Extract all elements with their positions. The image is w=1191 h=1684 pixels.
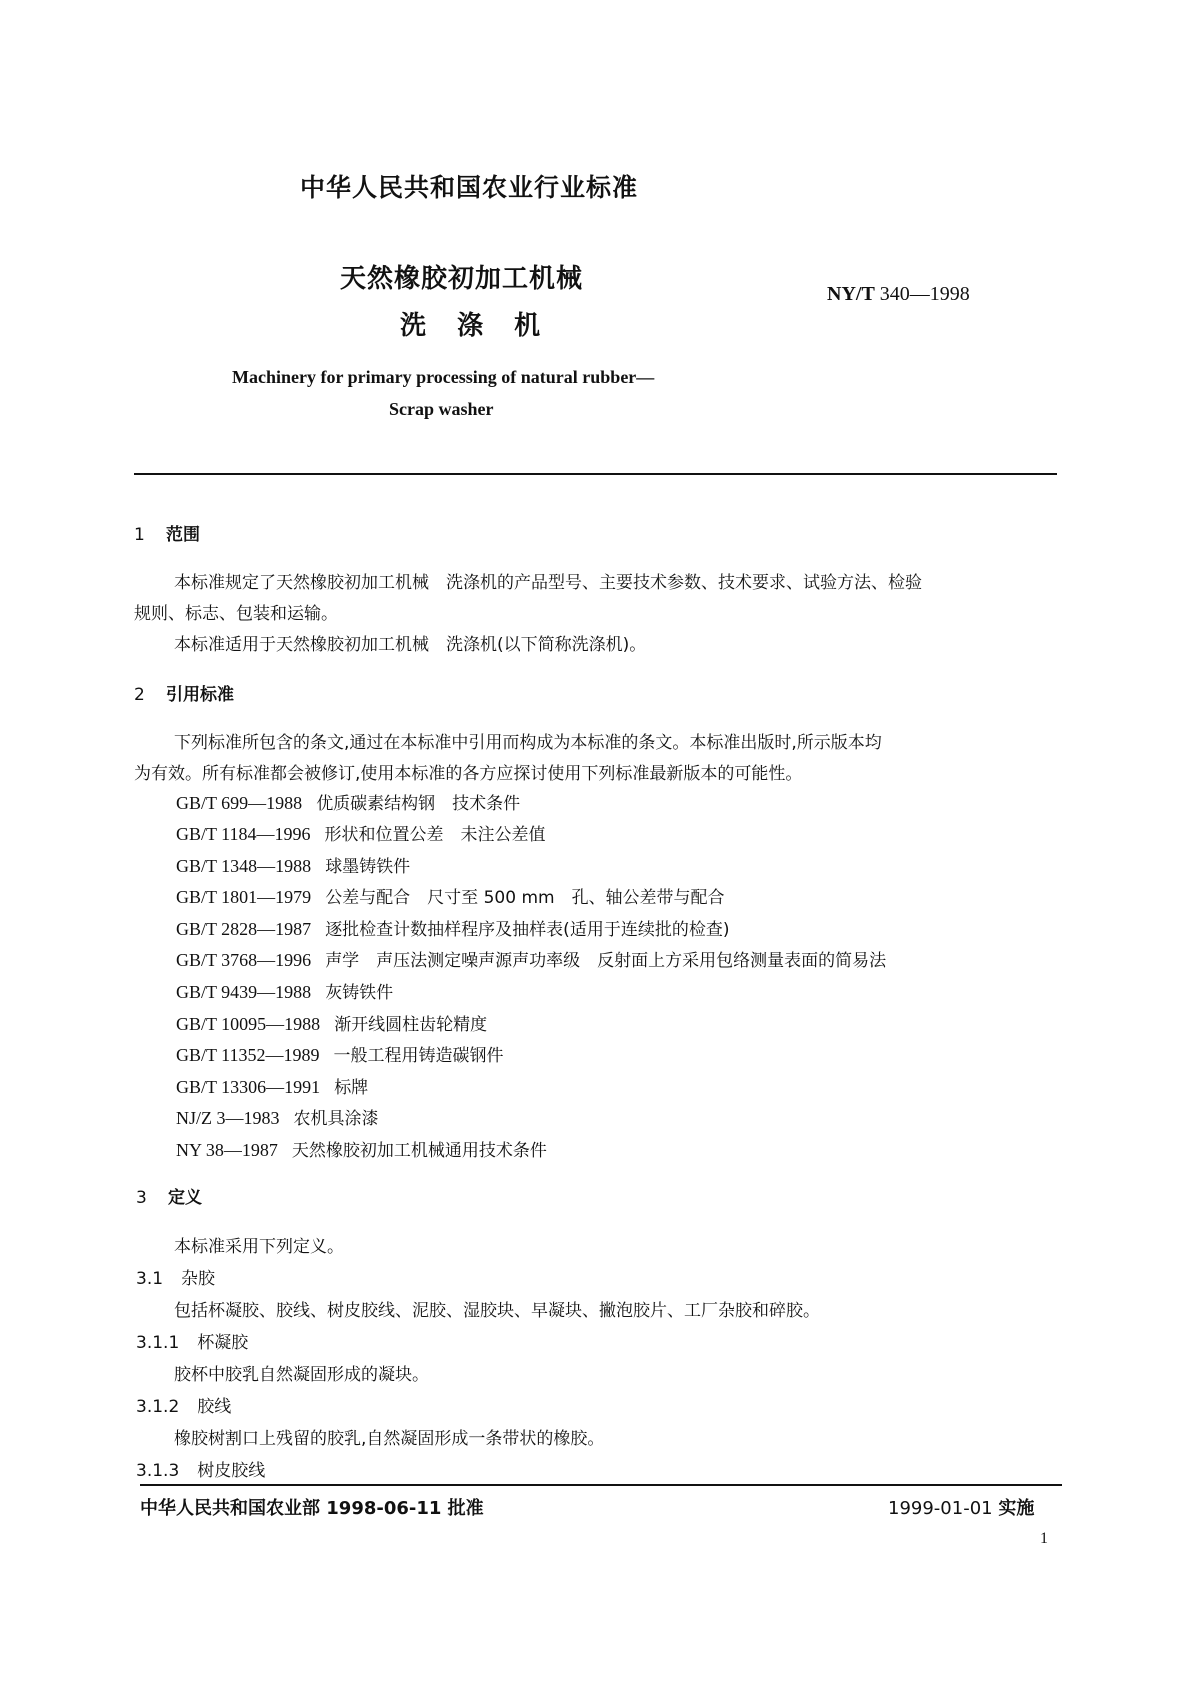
reference-title: 天然橡胶初加工机械通用技术条件 [291,1141,547,1161]
definition-term: 树皮胶线 [197,1461,266,1481]
section-number: 1 [134,525,145,545]
scope-paragraph-2: 本标准适用于天然橡胶初加工机械 洗涤机(以下简称洗涤机)。 [174,635,647,655]
section-title: 范围 [166,525,200,545]
title-zh-line1: 天然橡胶初加工机械 [340,264,584,294]
reference-title: 标牌 [334,1078,369,1098]
reference-code: GB/T 1801—1979 [176,887,312,907]
reference-title: 公差与配合 尺寸至 500 mm 孔、轴公差带与配合 [325,888,725,908]
reference-code: GB/T 1348—1988 [176,856,312,876]
reference-title: 形状和位置公差 未注公差值 [324,825,546,845]
definition-number: 3.1 [136,1269,164,1289]
definition-term: 杂胶 [181,1269,216,1289]
reference-title: 渐开线圆柱齿轮精度 [334,1015,488,1035]
definition-3-1-text: 包括杯凝胶、胶线、树皮胶线、泥胶、湿胶块、早凝块、撇泡胶片、工厂杂胶和碎胶。 [174,1301,820,1321]
footer-divider [140,1484,1062,1486]
definition-3-1-1-heading [136,1328,248,1353]
reference-item [176,1073,368,1098]
references-intro-line1: 下列标准所包含的条文,通过在本标准中引用而构成为本标准的条文。本标准出版时,所示版本均 [174,733,882,753]
page-number: 1 [1040,1530,1048,1547]
reference-title: 农机具涂漆 [293,1109,379,1129]
header-divider [134,473,1057,475]
section-2-heading [134,680,234,705]
scope-paragraph-line1: 本标准规定了天然橡胶初加工机械 洗涤机的产品型号、主要技术参数、技术要求、试验方法、检验 [174,573,922,593]
definition-3-1-3-heading [136,1456,265,1481]
approval-statement: 中华人民共和国农业部 1998-06-11 批准 [140,1498,484,1519]
title-en-line2: Scrap washer [389,399,494,419]
definition-number: 3.1.1 [136,1333,180,1353]
reference-title: 球墨铸铁件 [325,857,411,877]
effective-label: 实施 [998,1498,1035,1519]
definition-3-1-2-text: 橡胶树割口上残留的胶乳,自然凝固形成一条带状的橡胶。 [174,1429,605,1449]
reference-item [176,1136,547,1161]
reference-title: 一般工程用铸造碳钢件 [333,1046,504,1066]
reference-item [176,978,393,1003]
effective-date: 1999-01-01 [888,1498,993,1519]
reference-item [176,789,520,814]
reference-item [176,1041,504,1066]
definition-number: 3.1.3 [136,1461,180,1481]
reference-code: GB/T 1184—1996 [176,824,311,844]
section-1-heading [134,520,200,545]
reference-item [176,915,729,940]
section-number: 3 [136,1188,147,1208]
reference-code: GB/T 9439—1988 [176,982,312,1002]
reference-title: 优质碳素结构钢 技术条件 [316,794,521,814]
standard-code [827,283,970,306]
reference-code: GB/T 3768—1996 [176,950,312,970]
definition-number: 3.1.2 [136,1397,180,1417]
reference-code: GB/T 11352—1989 [176,1045,320,1065]
section-title: 定义 [168,1188,202,1208]
section-number: 2 [134,685,145,705]
reference-item [176,1010,487,1035]
section-title: 引用标准 [166,685,234,705]
reference-item [176,946,886,971]
reference-title: 逐批检查计数抽样程序及抽样表(适用于连续批的检查) [325,920,730,940]
reference-code: NJ/Z 3—1983 [176,1108,280,1128]
reference-item [176,852,410,877]
effective-statement [888,1494,1034,1520]
reference-code: NY 38—1987 [176,1140,278,1160]
section-3-heading [136,1183,202,1208]
definition-3-1-2-heading [136,1392,231,1417]
reference-code: GB/T 13306—1991 [176,1077,321,1097]
standard-code-number: 340—1998 [879,283,970,305]
reference-title: 灰铸铁件 [325,983,394,1003]
reference-code: GB/T 2828—1987 [176,919,312,939]
definition-term: 杯凝胶 [197,1333,249,1353]
reference-item [176,820,546,845]
references-intro-line2: 为有效。所有标准都会被修订,使用本标准的各方应探讨使用下列标准最新版本的可能性。 [134,764,803,784]
reference-code: GB/T 10095—1988 [176,1014,321,1034]
issuing-organization: 中华人民共和国农业行业标准 [300,173,639,202]
reference-item [176,883,725,908]
scope-paragraph-line2: 规则、标志、包装和运输。 [134,604,338,624]
definitions-intro: 本标准采用下列定义。 [174,1237,344,1257]
definition-3-1-1-text: 胶杯中胶乳自然凝固形成的凝块。 [174,1365,429,1385]
standard-code-prefix: NY/T [827,283,875,305]
reference-item [176,1104,379,1129]
definition-term: 胶线 [197,1397,232,1417]
reference-title: 声学 声压法测定噪声源声功率级 反射面上方采用包络测量表面的简易法 [325,951,887,971]
reference-code: GB/T 699—1988 [176,793,303,813]
title-zh-line2: 洗 涤 机 [400,311,541,341]
definition-3-1-heading [136,1264,215,1289]
title-en-line1: Machinery for primary processing of natural rubber— [232,367,655,387]
